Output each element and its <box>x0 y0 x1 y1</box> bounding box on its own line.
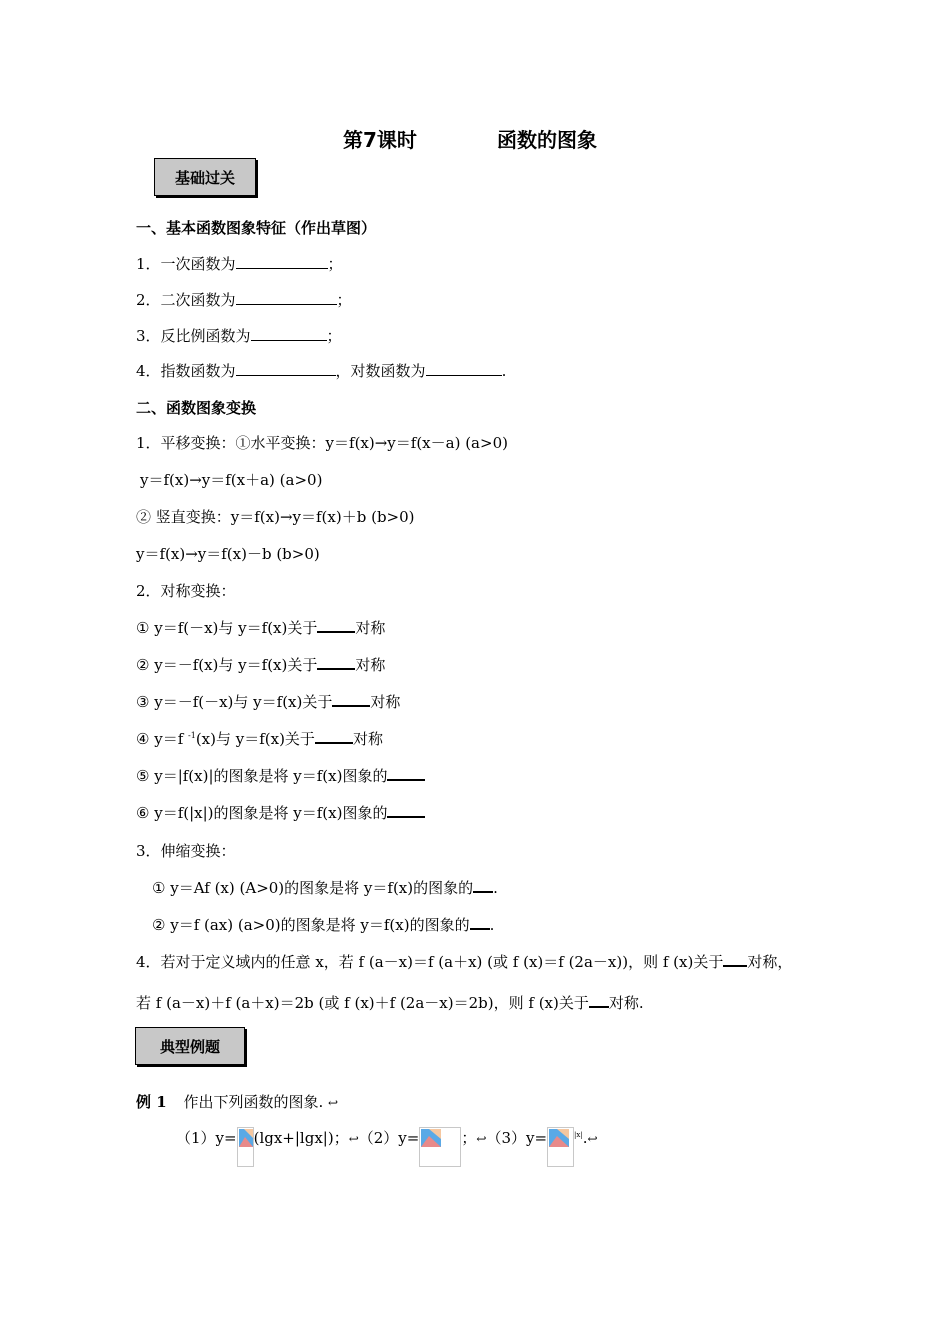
part1-item-4: 4．指数函数为 ，对数函数为 . <box>136 362 507 380</box>
part1-item-3: 3．反比例函数为 ； <box>136 327 342 345</box>
answer-blank <box>387 765 425 781</box>
answer-blank <box>589 992 609 1008</box>
answer-blank <box>251 326 327 341</box>
translate-line-1: 1．平移变换：①水平变换：y＝f(x)→y＝f(x－a) (a>0) <box>136 434 508 452</box>
part1-heading: 一、基本函数图象特征（作出草图） <box>136 219 377 237</box>
return-mark-icon: ↩ <box>348 1132 359 1146</box>
lesson-number: 第7课时 <box>343 128 417 152</box>
answer-blank <box>317 654 355 670</box>
translate-line-4: y＝f(x)→y＝f(x)－b (b>0) <box>136 545 320 563</box>
examples-section-box <box>135 1027 245 1065</box>
example1-label: 例 1 <box>136 1093 167 1111</box>
answer-blank <box>470 914 490 930</box>
item4-line-2: 若 f (a－x)＋f (a＋x)＝2b (或 f (x)＋f (2a－x)＝2b)，则 f (x)关于 对称. <box>136 994 644 1012</box>
answer-blank <box>236 361 336 376</box>
stretch-item-2: ② y＝f (ax) (a>0)的图象是将 y＝f(x)的图象的 . <box>152 916 495 934</box>
symmetry-item-3: ③ y＝－f(－x)与 y＝f(x)关于 对称 <box>136 693 401 711</box>
basics-section-box <box>154 158 256 196</box>
return-mark-icon: ↩ <box>587 1132 598 1146</box>
symmetry-item-2: ② y＝－f(x)与 y＝f(x)关于 对称 <box>136 656 386 674</box>
translate-line-3: ② 竖直变换：y＝f(x)→y＝f(x)＋b (b>0) <box>136 508 415 526</box>
answer-blank <box>315 728 353 744</box>
answer-blank <box>236 290 337 305</box>
part1-item-2: 2．二次函数为 ； <box>136 291 352 309</box>
broken-image-icon <box>237 1127 254 1167</box>
examples-section-label: 典型例题 <box>159 1037 220 1056</box>
return-mark-icon: ↩ <box>476 1132 487 1146</box>
part2-heading: 二、函数图象变换 <box>136 399 257 417</box>
broken-image-icon <box>419 1127 461 1167</box>
example1-prompt: 例 1 作出下列函数的图象. ↩ <box>136 1093 339 1111</box>
symmetry-item-4: ④ y＝f $^{-1}$(x)与 y＝f(x)关于 对称 <box>136 730 383 748</box>
stretch-heading: 3．伸缩变换： <box>136 842 236 860</box>
answer-blank <box>387 802 425 818</box>
basics-section-label: 基础过关 <box>174 168 235 187</box>
translate-line-2: y＝f(x)→y＝f(x＋a) (a>0) <box>140 471 323 489</box>
answer-blank <box>332 691 370 707</box>
page-title: 函数的图象 <box>497 128 597 152</box>
return-mark-icon: ↩ <box>328 1096 339 1110</box>
symmetry-item-6: ⑥ y＝f(|x|)的图象是将 y＝f(x)图象的 <box>136 802 425 823</box>
symmetry-item-5: ⑤ y＝|f(x)|的图象是将 y＝f(x)图象的 <box>136 765 425 786</box>
example1-parts: （1）y= (lgx+|lgx|)；↩（2）y= ；↩（3）y= $^{|x|}$.↩ <box>176 1127 598 1167</box>
answer-blank <box>723 951 747 967</box>
stretch-item-1: ① y＝Af (x) (A>0)的图象是将 y＝f(x)的图象的 . <box>152 879 498 897</box>
symmetry-heading: 2．对称变换： <box>136 582 236 600</box>
symmetry-item-1: ① y＝f(－x)与 y＝f(x)关于 对称 <box>136 619 386 637</box>
answer-blank <box>236 254 328 269</box>
answer-blank <box>426 361 502 376</box>
broken-image-icon <box>547 1127 574 1167</box>
answer-blank <box>317 617 355 633</box>
part1-item-1: 1．一次函数为 ； <box>136 255 343 273</box>
item4-line-1: 4．若对于定义域内的任意 x，若 f (a－x)＝f (a＋x) (或 f (x)＝f (2a－x))，则 f (x)关于 对称， <box>136 953 793 971</box>
answer-blank <box>473 877 493 893</box>
